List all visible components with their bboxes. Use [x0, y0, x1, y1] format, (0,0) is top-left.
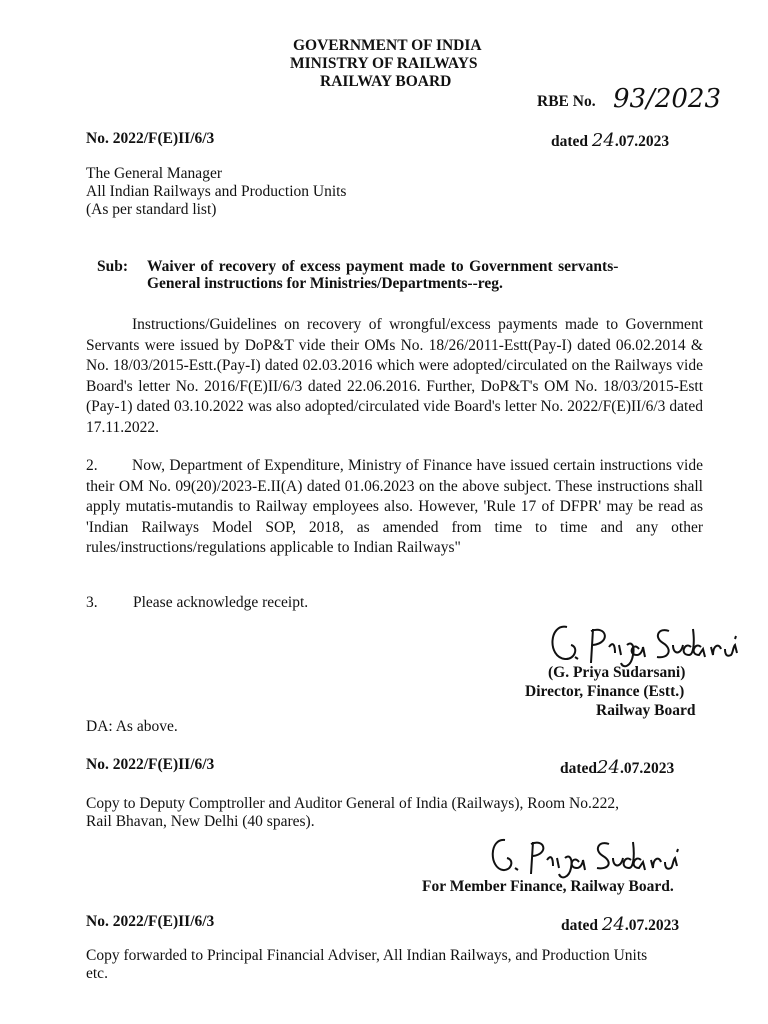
- addressee-line-1: The General Manager: [86, 165, 222, 182]
- copy-1-text-line-1: Copy to Deputy Comptroller and Auditor General of India (Railways), Room No.222,: [86, 795, 619, 812]
- copy-2-date-suffix: .07.2023: [624, 917, 680, 934]
- copy-2-text-line-1: Copy forwarded to Principal Financial Adviser, All Indian Railways, and Production Units: [86, 947, 648, 964]
- paragraph-1: [86, 315, 703, 438]
- signatory-designation: Director, Finance (Estt.): [525, 683, 685, 700]
- copy-1-date-suffix: .07.2023: [619, 760, 675, 777]
- paragraph-2-text: Now, Department of Expenditure, Ministry of Finance have issued certain instructions vide their OM No. 09(20)/2023-E.II(A) dated 01.06.2023 on the above subject. These instructions shall apply mutatis-mutandis to Railway employees also. However, 'Rule 17 of DFPR' may be read as 'Indian Railways Model SOP, 2018, as amended from time to time and any other rules/instructions/regulations applicable to Indian Railways": [86, 457, 703, 556]
- addressee-line-3: (As per standard list): [86, 201, 217, 218]
- subject-line-2: General instructions for Ministries/Departments--reg.: [147, 275, 503, 292]
- subject-label: Sub:: [97, 258, 129, 275]
- date-day-handwritten: 24: [591, 130, 615, 151]
- copy-1-number: No. 2022/F(E)II/6/3: [86, 756, 215, 773]
- header-ministry: MINISTRY OF RAILWAYS: [290, 55, 478, 72]
- signatory-office: Railway Board: [596, 702, 696, 719]
- reference-date: [551, 130, 669, 151]
- copy-1-text-line-2: Rail Bhavan, New Delhi (40 spares).: [86, 813, 315, 830]
- da-line: DA: As above.: [86, 718, 178, 735]
- copy-1-date-prefix: dated: [560, 760, 598, 777]
- signature-2-scrawl: [487, 832, 687, 878]
- copy-2-number: No. 2022/F(E)II/6/3: [86, 913, 215, 930]
- header-government: GOVERNMENT OF INDIA: [293, 37, 482, 54]
- copy-1-date: [560, 757, 674, 778]
- rbe-number-handwritten: 93/2023: [613, 84, 722, 114]
- copy-2-date: [561, 914, 679, 935]
- addressee-line-2: All Indian Railways and Production Units: [86, 183, 347, 200]
- paragraph-2: [86, 456, 703, 559]
- copy-2-text-line-2: etc.: [86, 965, 108, 982]
- signature-1: [545, 617, 740, 667]
- subject-line-1: Waiver of recovery of excess payment made to Government servants-: [147, 258, 619, 275]
- copy-2-date-prefix: dated: [561, 917, 599, 934]
- date-suffix: .07.2023: [614, 133, 670, 150]
- copy-1-for-line: For Member Finance, Railway Board.: [422, 878, 674, 895]
- paragraph-2-number: 2.: [86, 457, 98, 474]
- copy-2-date-day-handwritten: 24: [601, 914, 625, 935]
- reference-number: No. 2022/F(E)II/6/3: [86, 130, 215, 147]
- paragraph-3-number: 3.: [86, 594, 98, 611]
- signatory-name: (G. Priya Sudarsani): [548, 664, 686, 681]
- paragraph-1-text: Instructions/Guidelines on recovery of wrongful/excess payments made to Government Servants were issued by DoP&T vide their OMs No. 18/26/2011-Estt(Pay-I) dated 06.02.2014 & No. 18/03/2015-Estt.(Pay-I) dated 02.03.2016 which were adopted/circulated on the Railways vide Board's letter No. 2016/F(E)II/6/3 dated 22.06.2016. Further, DoP&T's OM No. 18/03/2015-Estt (Pay-1) dated 03.10.2022 was also adopted/circulated vide Board's letter No. 2022/F(E)II/6/3 dated 17.11.2022.: [86, 316, 703, 436]
- signature-2: [487, 832, 687, 878]
- rbe-label: RBE No.: [537, 93, 596, 110]
- paragraph-3-text: Please acknowledge receipt.: [133, 594, 309, 611]
- header-board: RAILWAY BOARD: [320, 73, 452, 90]
- copy-1-date-day-handwritten: 24: [597, 757, 620, 778]
- date-prefix: dated: [551, 133, 589, 150]
- signature-1-scrawl: [545, 617, 740, 667]
